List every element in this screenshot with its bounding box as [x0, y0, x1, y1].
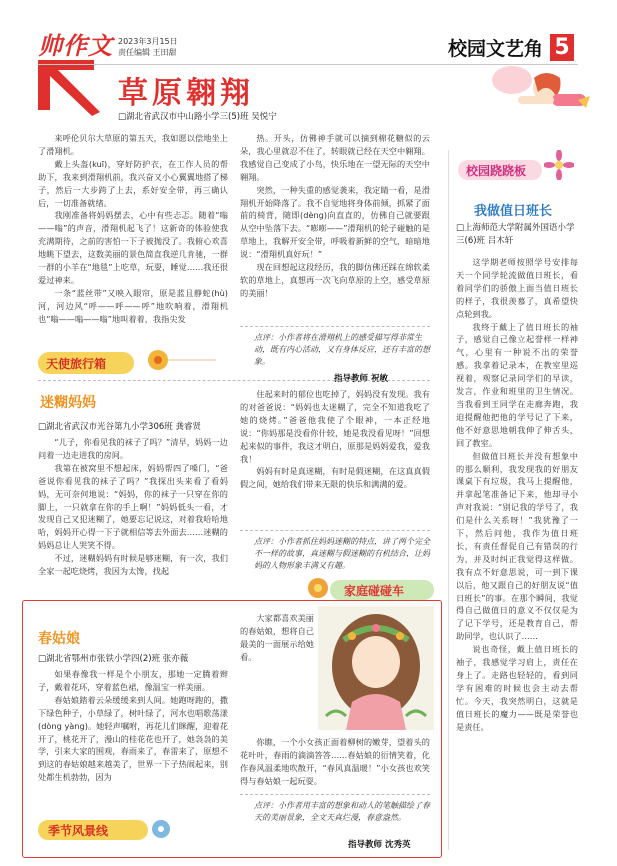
paragraph: 热。开头，仿佛神手就可以摘到棉花糖似的云朵，我心里就忍不住了，转眼就已经在天空中翱翔。我感觉自己变成了小鸟，快乐地在一望无际的天空中翱翔。 — [240, 133, 430, 182]
flower-decoration — [138, 342, 218, 378]
masthead — [0, 0, 617, 62]
article2-column1 — [38, 436, 228, 578]
byline-box-icon: □ — [456, 223, 465, 233]
red-arrow-logo — [36, 58, 106, 118]
divider — [38, 380, 430, 381]
divider — [240, 530, 430, 531]
issue-editor: 责任编辑 王田甜 — [118, 48, 177, 57]
paragraph: 戴上头盔(kuī)，穿好防护衣，在工作人员的帮助下，我来到滑翔机前，我兴奋又小心翼翼地搭了梯子，然后一大步跨了上去，系好安全带，再三确认后，一切准备就绪。 — [38, 158, 228, 208]
byline-box-icon: □ — [118, 112, 127, 122]
issue-date: 2023年3月15日 — [118, 37, 178, 46]
article3-byline: □湖北省鄂州市张铁小学四(2)班 张亦薇 — [38, 654, 189, 664]
sidebar-label: 校园跷跷板 — [466, 164, 527, 178]
brand-title: 帅作文 — [38, 31, 113, 60]
byline-box-icon: □ — [38, 654, 47, 664]
article3-teacher: 指导教师 沈秀英 — [348, 840, 411, 850]
article1-comment: 点评：小作者将在滑翔机上的感受描写得非常生动，既有内心活动，又有身体反应，还有丰富的想象。 — [254, 333, 430, 366]
flower-icon — [150, 818, 172, 840]
paragraph: 你瞧，一个小女孩正面着柳树的嫩芽，望着头的花叶叶，春雨的滴滴答答……春姑娘的衍情笑着，化作春风温柔地吹散开，“春风真温暖！”小女孩也欢笑得与春姑娘一起玩耍。 — [240, 737, 430, 786]
paragraph: 现在回想起这段经历，我的脚仿佛还踩在绵软柔软的草地上，真想再一次飞向草原的上空，感受草原的美丽！ — [240, 262, 430, 298]
paragraph: 妈妈有时是真迷糊，有时是假迷糊，在这真真假假之间，她给我们带来无限的快乐和满满的爱。 — [240, 466, 430, 490]
article3-title: 春姑娘 — [38, 631, 80, 647]
travel-label: 天使旅行箱 — [46, 357, 107, 371]
page-number: 5 — [550, 34, 574, 61]
paragraph: 说也奇怪，戴上值日班长的袖子，我感觉学习肩上，责任在身上了。走路也轻轻的，看到同学有困难的时候也会主动去帮忙。今天，我突然明白，这就是值日班长的魔力——既是荣誉也是责任。 — [456, 644, 578, 732]
article1-title: 草原翱翔 — [118, 76, 254, 111]
paragraph: 大家都喜欢美丽的春姑娘，想将自己最美的一面展示给她看。 — [240, 613, 314, 662]
paragraph: 不过，迷糊妈妈有时候是够迷糊，有一次，我们全家一起吃烧烤，我因为太馋，找起 — [38, 553, 228, 577]
paragraph: 住起来时的郁位也吃掉了，妈妈没有发现。我有的对爸爸说：“妈妈也太迷糊了，完全不知道我吃了她的烧烤。”爸爸他我使了个眼神，一本正经地说：“你妈那是没看你什较，她是我没看见呀！”回想起来似的事件，我这才明白，原那是妈妈爱我，爱我我！ — [240, 389, 430, 464]
paragraph: 但做值日班长并没有想象中的那么顺利，我发现我的好朋友课桌下有垃圾，我马上提醒他，并拿起笔准备记下来，他却寻小声对我说：“别记我的学号了，我们是什么关系呀！”我犹豫了一下，然后问他，我作为值日班长，有责任督促自己有错误的行为，并及时纠正我觉得这样做。我有点不好意思说，可一到下课以后，他又跟自己的好朋友说“值日班长”的事。在那个瞬间，我觉得自己做值日的意义不仅仅是为了记下学号，还是教育自己，帮助同学，也认识了…… — [456, 450, 578, 642]
article2-column2 — [240, 388, 430, 491]
paragraph: 我第在被窝里不想起床，妈妈帮四了嗓门，“爸爸说你看见我的袜子了吗？”我探出头来看了看妈妈，无可奈何地说：“妈妈，你的袜子一只穿在你的脚上，一只就拿在你的手上啊！”妈妈低头一看，才发现自己又犯迷糊了，她要忘记说这，对着我哈哈地哈，妈妈开心得一下子就相信等去外面去……迷糊的妈妈总让人哭笑不得。 — [38, 462, 228, 551]
article3-column1 — [38, 668, 228, 784]
season-label: 季节风景线 — [48, 824, 109, 838]
article3-column2b — [240, 736, 430, 788]
paragraph: 春姑娘踏着云朵缓缓来到人间。她跑呀跑的，撒下绿色种子，小草绿了，树叶绿了，河水也唱歌荡漾(dòng yàng)。她轻声嘱咐，再花儿们眯醒，迎着花开了，桃花开了，漫山的桂花花也开了，她袅袅的美学，引来大家的围观，春雨来了，春雷来了，原想不到这的春姑娘越来越美了，世界一下子热闹起来，别处都生机勃勃，因为 — [38, 694, 228, 783]
home-label: 家庭碰碰车 — [344, 584, 405, 598]
paragraph: “儿子，你看见我的袜子了吗？”清早，妈妈一边问着一边走进我的房间。 — [38, 437, 228, 460]
column-name: 校园文艺角 — [448, 38, 544, 60]
article1-byline: □湖北省武汉市中山路小学三(5)班 吴悦宁 — [118, 112, 277, 122]
article2-comment: 点评：小作者抓住妈妈迷糊的特点，讲了两个完全不一样的故事，真迷糊与假迷糊的有机结合，让妈妈的人物形象丰满又有趣。 — [254, 537, 430, 570]
paragraph: 这学期老师按照学号安排每天一个同学轮流做值日班长，看着同学们的骄傲上面当值日班长的样子，我很羡慕了，真希望快点轮到我。 — [456, 257, 578, 319]
article1-column2 — [240, 132, 430, 300]
article3-column2a — [240, 612, 314, 664]
article1-column1 — [38, 132, 228, 326]
paragraph: 突然，一种失重的感觉袭来，我定睛一看，是滑翔机开始降落了。我不自觉地将身体前倾，抓紧了面前的椅背，随即(dèng)向直直的，仿佛自己就要跟从空中坠落下去。“嘭嘭——”滑翔机的轮子碰触的是草地上，我解开安全带，呼吸着新鲜的空气，暗暗地说：“滑翔机真好玩！” — [240, 184, 430, 260]
flower-icon — [306, 576, 330, 600]
article1-teacher: 指导教师 祝敏 — [334, 374, 388, 384]
paragraph: 我终于戴上了值日班长的袖子，感觉自己像立起誉样一样神气，心里有一种说不出的荣誉感。我拿着记录本，在教室里巡视着，观察记录同学们的早读，发言，作业和班里的卫生情况。当我看到王同学在走廊奔跑，我迫提醒他把他的学号记了下来，他不好意思地朝我伸了伸舌头，回了教室。 — [456, 321, 578, 448]
fairy-illustration — [478, 60, 598, 130]
sidebar-rule — [448, 150, 449, 850]
sidebar-title: 我做值日班长 — [474, 204, 553, 219]
article2-title: 迷糊妈妈 — [40, 395, 96, 411]
sidebar-byline: □上海师范大学附属外国语小学三(6)班 吕木轩 — [456, 223, 575, 246]
byline-box-icon: □ — [38, 422, 47, 432]
divider — [240, 326, 430, 327]
article3-comment: 点评：小作者用丰富的想象和动人的笔触描绘了春天的美丽景象，全文天真烂漫，春意盎然。 — [254, 801, 430, 822]
sidebar-body — [456, 256, 578, 734]
article2-byline: □湖北省武汉市光谷第九小学306班 龚睿贤 — [38, 422, 201, 432]
paragraph: 如果春像我一样是个小朋友，那她一定腾着辫子，戴着花环，穿着蓝色裙，像温宝一样美丽。 — [38, 669, 228, 692]
paragraph: 一条“蓝丝带”又映入眼帘，原是蓝且静蛇(hù)河，河边风“呼——呼——呼”地吹响着，滑翔机也“嗡——嗡——嗡”地叫着着，我指尖发 — [38, 287, 228, 324]
divider — [240, 794, 430, 795]
paragraph: 我刚准备将妈妈摆去，心中有些忐忑。随着“嗡——嗡”的声音，滑翔机起飞了！这新奇的体验使我充满期待，之前的害怕一下子被抛没了。我俯心欢喜地眺下望去，这数美丽的景色简直我逆几肯驰，一群一群的小羊在“地毯”上吃草，玩耍，睡觉……我还很爱过神来。 — [38, 210, 228, 285]
paragraph: 来呼伦贝尔大草原的第五天，我如愿以偿地坐上了滑翔机。 — [38, 133, 228, 156]
flower-icon — [544, 150, 574, 180]
issue-info — [118, 36, 178, 58]
spring-girl-illustration — [318, 606, 434, 730]
